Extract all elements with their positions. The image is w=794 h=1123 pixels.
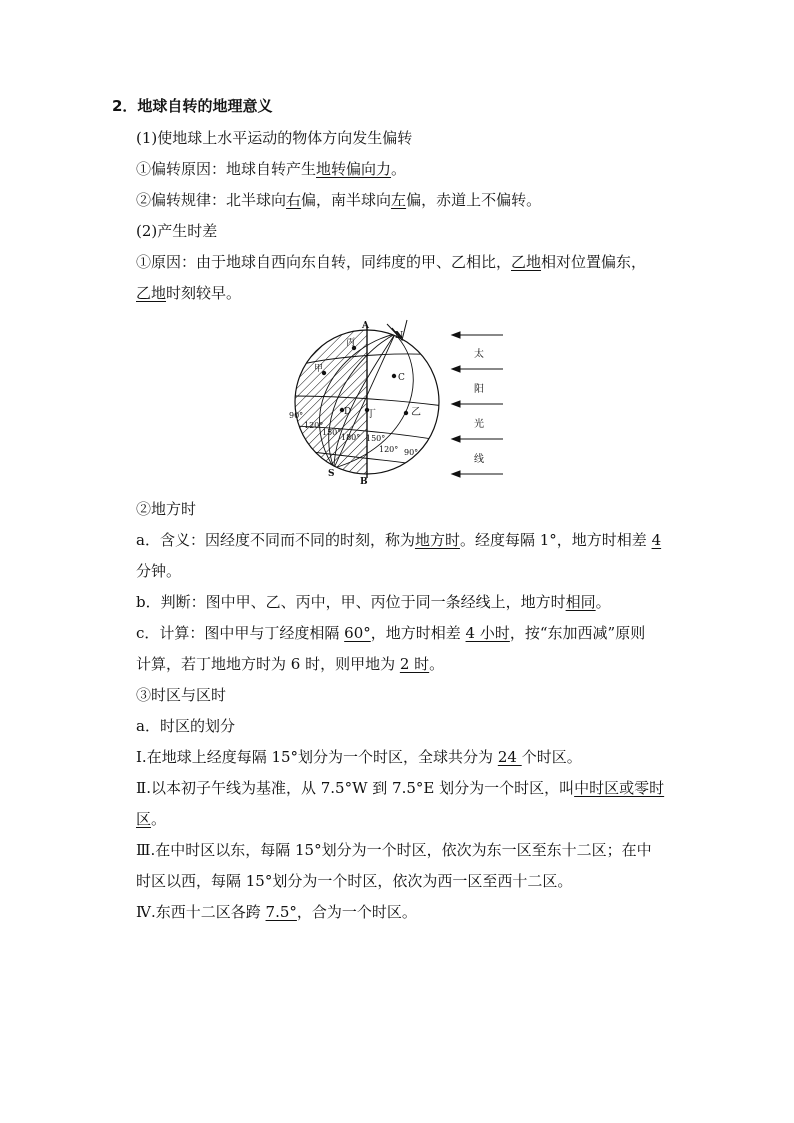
underlined-answer: 地转偏向力 — [316, 160, 392, 178]
paragraph — [136, 809, 166, 829]
underlined-answer: 乙地 — [136, 284, 167, 302]
text: 偏，赤道上不偏转。 — [406, 191, 542, 209]
label-s: S — [328, 469, 335, 479]
paragraph: (1)使地球上水平运动的物体方向发生偏转 — [136, 129, 413, 147]
underlined-answer: 乙地 — [511, 253, 542, 271]
paragraph — [136, 747, 582, 767]
label-150-right: 150° — [366, 434, 386, 443]
underlined-answer: 左 — [391, 191, 407, 209]
text: 偏，南半球向 — [301, 191, 392, 209]
text: 。 — [595, 593, 611, 611]
sunlight-char: 线 — [474, 454, 484, 465]
underlined-answer: 4 — [651, 531, 662, 549]
label-yi: 乙 — [411, 407, 421, 418]
text: ，合为一个时区。 — [296, 903, 417, 921]
label-bing: 丙 — [346, 338, 356, 348]
text: 。 — [391, 160, 407, 178]
section-title: 2．地球自转的地理意义 — [112, 97, 273, 115]
text: c．计算：图中甲与丁经度相隔 — [136, 624, 345, 642]
underlined-answer: 4 小时 — [465, 624, 510, 642]
label-ding: 丁 — [366, 409, 376, 420]
text: ①原因：由于地球自西向东自转，同纬度的甲、乙相比， — [136, 253, 512, 271]
label-120-right: 120° — [379, 445, 399, 454]
underlined-answer: 区 — [136, 810, 152, 828]
label-d: D — [344, 407, 352, 417]
underlined-answer: 中时区或零时 — [574, 779, 665, 797]
paragraph — [136, 252, 646, 272]
point-c — [392, 374, 396, 378]
paragraph — [136, 902, 417, 922]
underlined-answer: 7.5° — [265, 903, 297, 921]
label-b: B — [360, 477, 368, 487]
underlined-answer: 右 — [286, 191, 302, 209]
paragraph: 分钟。 — [136, 562, 182, 580]
text: ，按“东加西减”原则 — [509, 624, 646, 642]
text: Ⅰ.在地球上经度每隔 15°划分为一个时区，全球共分为 — [136, 748, 498, 766]
sunlight-char: 阳 — [474, 384, 484, 395]
label-c: C — [398, 373, 405, 383]
paragraph: a．时区的划分 — [136, 717, 235, 735]
label-150-left: 150° — [322, 428, 342, 437]
paragraph — [136, 592, 611, 612]
text: Ⅳ.东西十二区各跨 — [136, 903, 266, 921]
text: 时刻较早。 — [166, 284, 242, 302]
text: Ⅱ.以本初子午线为基准，从 7.5°W 到 7.5°E 划分为一个时区，叫 — [136, 779, 575, 797]
earth-rotation-diagram — [284, 316, 516, 492]
paragraph: ③时区与区时 — [136, 686, 227, 704]
label-jia: 甲 — [314, 364, 324, 374]
text: a．含义：因经度不同而不同的时刻，称为 — [136, 531, 415, 549]
text: ，地方时相差 — [370, 624, 466, 642]
text: 相对位置偏东， — [541, 253, 647, 271]
point-yi — [404, 411, 408, 415]
paragraph — [136, 190, 541, 210]
label-120-left: 120° — [304, 421, 324, 430]
text: 。 — [151, 810, 167, 828]
underlined-answer: 2 时 — [399, 655, 430, 673]
paragraph — [136, 778, 664, 798]
label-180: 180° — [341, 433, 361, 442]
label-90-right: 90° — [404, 448, 419, 457]
paragraph — [136, 159, 406, 179]
paragraph: ②地方时 — [136, 500, 197, 518]
label-n: N — [395, 331, 404, 341]
paragraph — [136, 530, 661, 550]
paragraph — [136, 654, 444, 674]
label-90-left: 90° — [289, 411, 304, 420]
night-hemisphere — [295, 330, 367, 474]
text: b．判断：图中甲、乙、丙中，甲、丙位于同一条经线上，地方时 — [136, 593, 566, 611]
text: 。 — [429, 655, 445, 673]
text: ②偏转规律：北半球向 — [136, 191, 287, 209]
paragraph: Ⅲ.在中时区以东，每隔 15°划分为一个时区，依次为东一区至东十二区；在中 — [136, 841, 652, 859]
underlined-answer: 地方时 — [414, 531, 460, 549]
text: 计算，若丁地地方时为 6 时，则甲地为 — [136, 655, 400, 673]
label-a: A — [362, 321, 369, 331]
paragraph: 时区以西，每隔 15°划分为一个时区，依次为西一区至西十二区。 — [136, 872, 573, 890]
underlined-answer: 24 — [497, 748, 522, 766]
sunlight-char: 太 — [474, 349, 484, 360]
paragraph — [136, 283, 241, 303]
text: 个时区。 — [521, 748, 582, 766]
underlined-answer: 相同 — [565, 593, 596, 611]
text: ①偏转原因：地球自转产生 — [136, 160, 317, 178]
sunlight-char: 光 — [474, 419, 484, 430]
text: 。经度每隔 1°，地方时相差 — [459, 531, 652, 549]
paragraph — [136, 623, 645, 643]
paragraph: (2)产生时差 — [136, 222, 218, 240]
underlined-answer: 60° — [344, 624, 371, 642]
